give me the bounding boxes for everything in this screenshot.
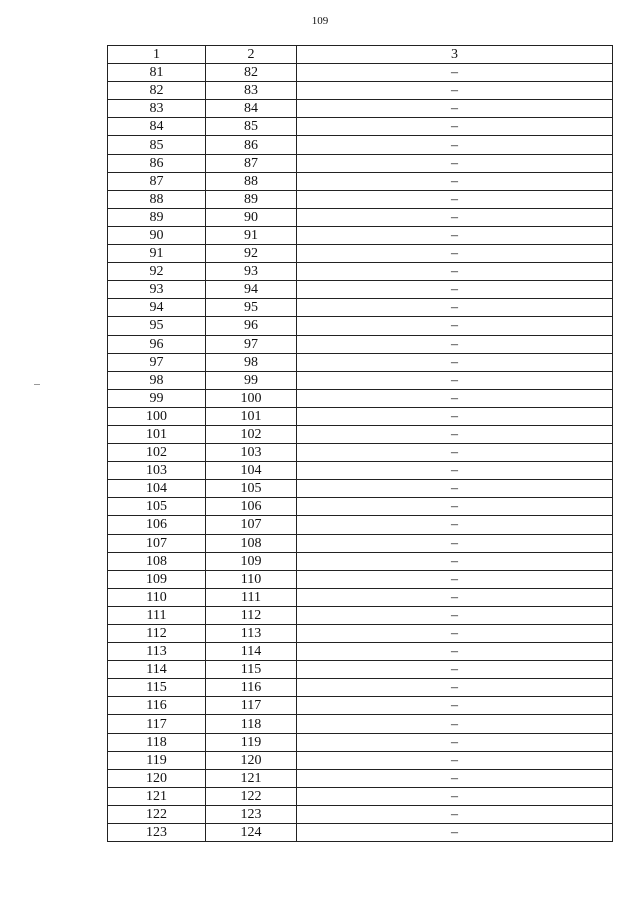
- table-cell-col3: –: [297, 299, 613, 317]
- table-cell-col2: 116: [206, 679, 297, 697]
- table-cell-col3: –: [297, 516, 613, 534]
- table-cell-col1: 84: [108, 118, 206, 136]
- table-cell-col2: 111: [206, 588, 297, 606]
- table-cell-col1: 107: [108, 534, 206, 552]
- table-row: [108, 263, 613, 281]
- table-cell-col1: 95: [108, 317, 206, 335]
- table-row: [108, 480, 613, 498]
- table-row: [108, 82, 613, 100]
- column-header-3: 3: [297, 46, 613, 64]
- table-cell-col2: 114: [206, 643, 297, 661]
- table-row: [108, 769, 613, 787]
- table-cell-col3: –: [297, 462, 613, 480]
- table-row: [108, 335, 613, 353]
- table-cell-col1: 82: [108, 82, 206, 100]
- table-cell-col2: 91: [206, 226, 297, 244]
- table-cell-col2: 110: [206, 570, 297, 588]
- table-cell-col1: 103: [108, 462, 206, 480]
- table-cell-col1: 106: [108, 516, 206, 534]
- table-cell-col3: –: [297, 625, 613, 643]
- table-cell-col3: –: [297, 751, 613, 769]
- table-cell-col3: –: [297, 697, 613, 715]
- column-header-2: 2: [206, 46, 297, 64]
- table-cell-col2: 115: [206, 661, 297, 679]
- table-row: [108, 245, 613, 263]
- table-row: [108, 516, 613, 534]
- table-cell-col1: 90: [108, 226, 206, 244]
- table-row: [108, 389, 613, 407]
- table-cell-col2: 93: [206, 263, 297, 281]
- table-cell-col3: –: [297, 226, 613, 244]
- table-cell-col1: 89: [108, 208, 206, 226]
- table-row: [108, 226, 613, 244]
- table-cell-col1: 86: [108, 154, 206, 172]
- table-row: [108, 172, 613, 190]
- table-cell-col3: –: [297, 407, 613, 425]
- table-cell-col2: 82: [206, 64, 297, 82]
- table-cell-col2: 95: [206, 299, 297, 317]
- table-cell-col3: –: [297, 208, 613, 226]
- table-row: [108, 588, 613, 606]
- table-cell-col3: –: [297, 444, 613, 462]
- table-cell-col2: 97: [206, 335, 297, 353]
- column-header-1: 1: [108, 46, 206, 64]
- table-cell-col3: –: [297, 389, 613, 407]
- table-cell-col1: 96: [108, 335, 206, 353]
- table-cell-col1: 101: [108, 425, 206, 443]
- table-cell-col2: 124: [206, 824, 297, 842]
- table-cell-col1: 108: [108, 552, 206, 570]
- table-row: [108, 64, 613, 82]
- stray-mark: [34, 384, 40, 385]
- table-row: [108, 317, 613, 335]
- table-cell-col2: 99: [206, 371, 297, 389]
- table-cell-col2: 86: [206, 136, 297, 154]
- table-cell-col2: 89: [206, 190, 297, 208]
- table-row: [108, 697, 613, 715]
- table-row: [108, 661, 613, 679]
- table-cell-col3: –: [297, 787, 613, 805]
- table-cell-col2: 122: [206, 787, 297, 805]
- table-row: [108, 679, 613, 697]
- table-cell-col3: –: [297, 805, 613, 823]
- table-cell-col3: –: [297, 136, 613, 154]
- table-cell-col3: –: [297, 118, 613, 136]
- table-cell-col2: 103: [206, 444, 297, 462]
- table-cell-col3: –: [297, 824, 613, 842]
- table-cell-col3: –: [297, 371, 613, 389]
- table-cell-col2: 117: [206, 697, 297, 715]
- table-cell-col3: –: [297, 534, 613, 552]
- table-row: [108, 643, 613, 661]
- table-cell-col3: –: [297, 100, 613, 118]
- table-cell-col1: 102: [108, 444, 206, 462]
- table-cell-col1: 88: [108, 190, 206, 208]
- table-cell-col2: 107: [206, 516, 297, 534]
- table-cell-col3: –: [297, 190, 613, 208]
- table-row: [108, 751, 613, 769]
- table-cell-col1: 121: [108, 787, 206, 805]
- table-row: [108, 281, 613, 299]
- table-cell-col1: 112: [108, 625, 206, 643]
- data-table: [107, 45, 613, 842]
- table-row: [108, 154, 613, 172]
- table-cell-col1: 94: [108, 299, 206, 317]
- table-cell-col1: 91: [108, 245, 206, 263]
- table-row: [108, 425, 613, 443]
- table-body: [108, 64, 613, 842]
- table-cell-col3: –: [297, 606, 613, 624]
- table-row: [108, 462, 613, 480]
- table-cell-col3: –: [297, 570, 613, 588]
- table-cell-col2: 120: [206, 751, 297, 769]
- table-cell-col1: 85: [108, 136, 206, 154]
- table-cell-col1: 83: [108, 100, 206, 118]
- table-cell-col3: –: [297, 82, 613, 100]
- table-cell-col3: –: [297, 552, 613, 570]
- table-cell-col1: 104: [108, 480, 206, 498]
- table-cell-col3: –: [297, 245, 613, 263]
- table-row: [108, 787, 613, 805]
- table-row: [108, 733, 613, 751]
- table-cell-col2: 106: [206, 498, 297, 516]
- table-cell-col1: 122: [108, 805, 206, 823]
- table-cell-col1: 123: [108, 824, 206, 842]
- table-cell-col2: 88: [206, 172, 297, 190]
- table-row: [108, 371, 613, 389]
- table-row: [108, 715, 613, 733]
- table-cell-col2: 85: [206, 118, 297, 136]
- table-row: [108, 208, 613, 226]
- table-cell-col1: 113: [108, 643, 206, 661]
- table-cell-col2: 100: [206, 389, 297, 407]
- table-cell-col1: 87: [108, 172, 206, 190]
- table-cell-col1: 119: [108, 751, 206, 769]
- table-cell-col1: 92: [108, 263, 206, 281]
- table-cell-col2: 108: [206, 534, 297, 552]
- table-cell-col3: –: [297, 353, 613, 371]
- table-row: [108, 407, 613, 425]
- table-cell-col1: 116: [108, 697, 206, 715]
- table-row: [108, 299, 613, 317]
- page-number: 109: [311, 15, 329, 27]
- table-row: [108, 805, 613, 823]
- table-cell-col3: –: [297, 263, 613, 281]
- table-header: [108, 46, 613, 64]
- table-cell-col2: 105: [206, 480, 297, 498]
- table-cell-col2: 84: [206, 100, 297, 118]
- table-cell-col1: 120: [108, 769, 206, 787]
- table-cell-col2: 109: [206, 552, 297, 570]
- table-cell-col3: –: [297, 715, 613, 733]
- table-cell-col3: –: [297, 281, 613, 299]
- table-cell-col3: –: [297, 498, 613, 516]
- table-cell-col1: 81: [108, 64, 206, 82]
- table-cell-col1: 118: [108, 733, 206, 751]
- table-cell-col1: 111: [108, 606, 206, 624]
- table-cell-col3: –: [297, 769, 613, 787]
- table-cell-col1: 117: [108, 715, 206, 733]
- table-cell-col3: –: [297, 317, 613, 335]
- table-cell-col2: 112: [206, 606, 297, 624]
- table-cell-col2: 123: [206, 805, 297, 823]
- table-cell-col2: 119: [206, 733, 297, 751]
- table-cell-col3: –: [297, 64, 613, 82]
- table-cell-col1: 100: [108, 407, 206, 425]
- table-cell-col2: 104: [206, 462, 297, 480]
- table-cell-col1: 110: [108, 588, 206, 606]
- table-row: [108, 606, 613, 624]
- table-cell-col3: –: [297, 679, 613, 697]
- table-cell-col1: 105: [108, 498, 206, 516]
- table-cell-col2: 101: [206, 407, 297, 425]
- table-cell-col3: –: [297, 588, 613, 606]
- table-cell-col3: –: [297, 154, 613, 172]
- table-cell-col2: 83: [206, 82, 297, 100]
- table-cell-col3: –: [297, 480, 613, 498]
- table-row: [108, 552, 613, 570]
- table-cell-col2: 118: [206, 715, 297, 733]
- table-row: [108, 625, 613, 643]
- table-row: [108, 824, 613, 842]
- header-row: [108, 46, 613, 64]
- table-cell-col3: –: [297, 643, 613, 661]
- table-cell-col3: –: [297, 425, 613, 443]
- table-cell-col2: 90: [206, 208, 297, 226]
- table-cell-col3: –: [297, 335, 613, 353]
- table-cell-col1: 109: [108, 570, 206, 588]
- table-cell-col2: 94: [206, 281, 297, 299]
- table-row: [108, 353, 613, 371]
- table-row: [108, 570, 613, 588]
- table-cell-col1: 98: [108, 371, 206, 389]
- table-cell-col1: 114: [108, 661, 206, 679]
- table-cell-col1: 97: [108, 353, 206, 371]
- table-cell-col2: 121: [206, 769, 297, 787]
- table-cell-col2: 92: [206, 245, 297, 263]
- table-cell-col1: 93: [108, 281, 206, 299]
- table-cell-col1: 115: [108, 679, 206, 697]
- table-row: [108, 498, 613, 516]
- table-cell-col2: 98: [206, 353, 297, 371]
- table-cell-col3: –: [297, 661, 613, 679]
- table-cell-col2: 102: [206, 425, 297, 443]
- table-cell-col2: 113: [206, 625, 297, 643]
- table-cell-col2: 87: [206, 154, 297, 172]
- table-cell-col3: –: [297, 172, 613, 190]
- table-row: [108, 136, 613, 154]
- table-row: [108, 534, 613, 552]
- table-row: [108, 100, 613, 118]
- table-row: [108, 118, 613, 136]
- table-row: [108, 190, 613, 208]
- table-row: [108, 444, 613, 462]
- table-cell-col1: 99: [108, 389, 206, 407]
- table-cell-col3: –: [297, 733, 613, 751]
- table-cell-col2: 96: [206, 317, 297, 335]
